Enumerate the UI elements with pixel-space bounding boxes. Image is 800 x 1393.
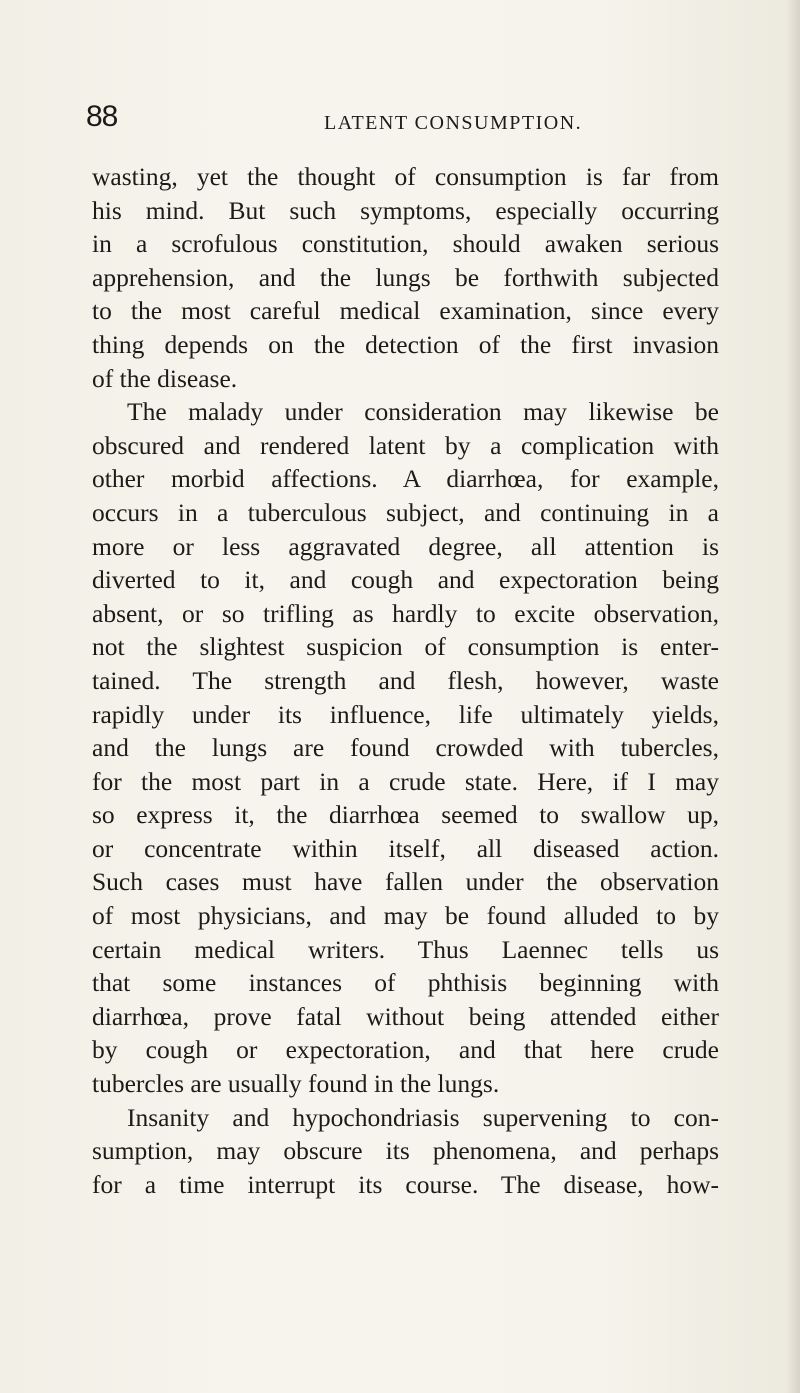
- text-line: other morbid affections. A diarrhœa, for example,: [92, 464, 719, 494]
- text-line: of the disease.: [92, 363, 238, 393]
- text-line: apprehension, and the lungs be forthwith subjected: [92, 262, 719, 292]
- page-number: 88: [86, 100, 118, 133]
- text-line: The malady under consideration may likewise be: [127, 397, 719, 427]
- page-edge-shadow: [786, 0, 800, 1393]
- text-line: tained. The strength and flesh, however, waste: [92, 665, 719, 695]
- text-line: Insanity and hypochondriasis supervening to con-: [127, 1102, 719, 1132]
- text-line: so express it, the diarrhœa seemed to swallow up,: [92, 800, 719, 830]
- text-line: more or less aggravated degree, all attention is: [92, 531, 719, 561]
- text-line: that some instances of phthisis beginning with: [92, 968, 719, 998]
- text-line: thing depends on the detection of the first invasion: [92, 329, 719, 359]
- text-line: not the slightest suspicion of consumption is enter-: [92, 632, 719, 662]
- running-title: LATENT CONSUMPTION.: [324, 112, 583, 134]
- text-line: for the most part in a crude state. Here, if I may: [92, 766, 719, 796]
- text-line: his mind. But such symptoms, especially occurring: [92, 195, 719, 225]
- running-head: [86, 100, 726, 140]
- text-line: for a time interrupt its course. The disease, how-: [92, 1169, 719, 1199]
- text-line: sumption, may obscure its phenomena, and perhaps: [92, 1136, 719, 1166]
- text-line: rapidly under its influence, life ultimately yields,: [92, 699, 719, 729]
- text-line: obscured and rendered latent by a complication with: [92, 430, 719, 460]
- text-line: tubercles are usually found in the lungs.: [92, 1069, 500, 1099]
- text-line: and the lungs are found crowded with tubercles,: [92, 733, 719, 763]
- text-line: diverted to it, and cough and expectoration being: [92, 565, 719, 595]
- text-line: occurs in a tuberculous subject, and continuing in a: [92, 497, 719, 527]
- body-text: [92, 160, 719, 1201]
- text-line: to the most careful medical examination, since every: [92, 296, 719, 326]
- text-line: absent, or so trifling as hardly to excite observation,: [92, 598, 719, 628]
- text-line: by cough or expectoration, and that here crude: [92, 1035, 719, 1065]
- text-line: in a scrofulous constitution, should awaken serious: [92, 229, 719, 259]
- text-line: Such cases must have fallen under the observation: [92, 867, 719, 897]
- text-line: certain medical writers. Thus Laennec tells us: [92, 934, 719, 964]
- text-line: or concentrate within itself, all diseased action.: [92, 833, 719, 863]
- text-line: wasting, yet the thought of consumption is far from: [92, 162, 719, 191]
- text-line: of most physicians, and may be found alluded to by: [92, 901, 719, 931]
- text-line: diarrhœa, prove fatal without being attended either: [92, 1001, 719, 1031]
